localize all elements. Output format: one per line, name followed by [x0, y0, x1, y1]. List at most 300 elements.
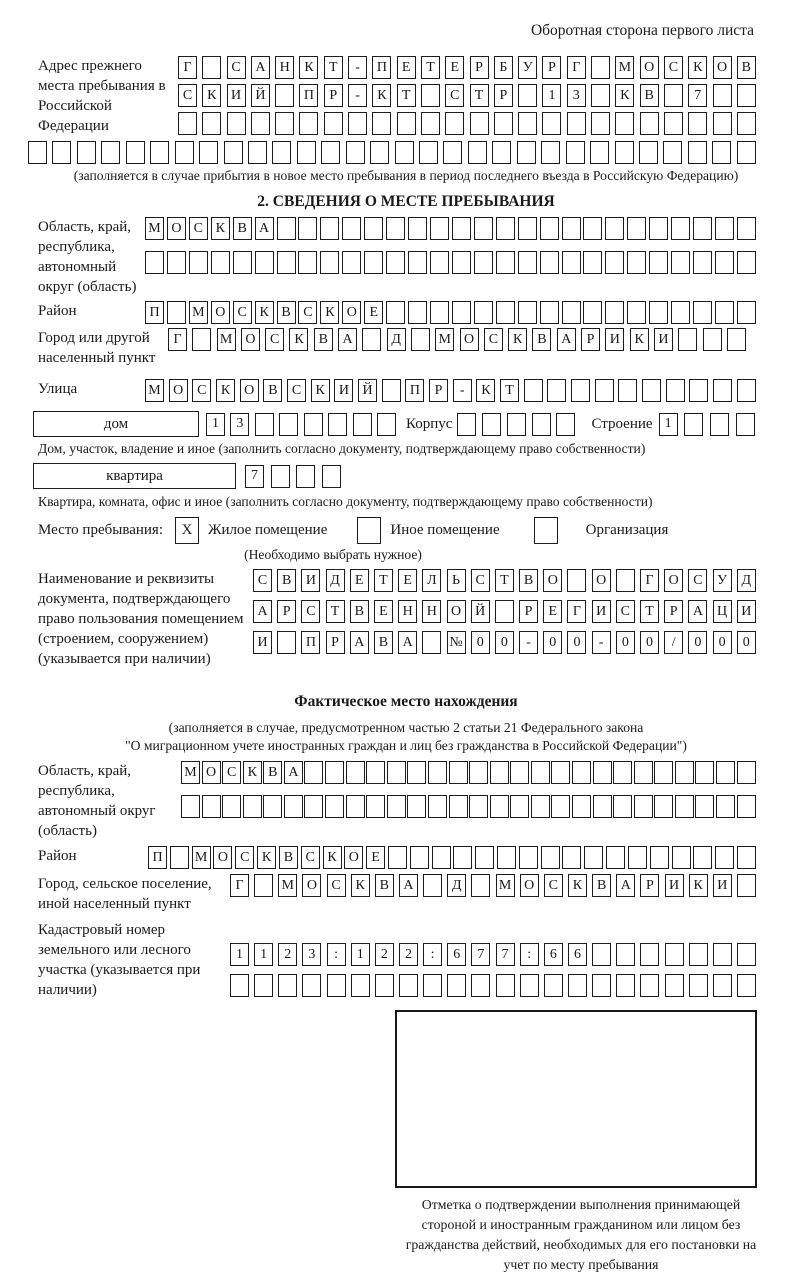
char-box[interactable] — [713, 943, 732, 966]
char-box[interactable] — [325, 795, 344, 818]
char-box[interactable] — [494, 112, 513, 135]
char-box[interactable] — [737, 84, 756, 107]
char-box[interactable]: К — [615, 84, 634, 107]
char-box[interactable] — [572, 761, 591, 784]
char-box[interactable]: К — [299, 56, 318, 79]
char-box[interactable]: И — [334, 379, 353, 402]
char-box[interactable] — [421, 112, 440, 135]
char-box[interactable] — [606, 846, 625, 869]
char-box[interactable]: С — [301, 600, 320, 623]
char-box[interactable] — [605, 217, 624, 240]
char-box[interactable] — [566, 141, 585, 164]
char-box[interactable] — [408, 301, 427, 324]
char-box[interactable]: Р — [519, 600, 538, 623]
char-box[interactable]: : — [423, 943, 442, 966]
char-box[interactable]: 3 — [230, 413, 249, 436]
char-box[interactable] — [189, 251, 208, 274]
char-box[interactable] — [567, 569, 586, 592]
char-box[interactable] — [510, 761, 529, 784]
char-box[interactable] — [562, 301, 581, 324]
char-box[interactable]: К — [323, 846, 342, 869]
char-box[interactable] — [664, 112, 683, 135]
char-box[interactable]: А — [253, 600, 272, 623]
char-box[interactable]: Т — [495, 569, 514, 592]
char-box[interactable] — [428, 795, 447, 818]
char-box[interactable]: 2 — [375, 943, 394, 966]
char-box[interactable] — [551, 795, 570, 818]
char-box[interactable]: Е — [398, 569, 417, 592]
char-box[interactable]: Г — [168, 328, 187, 351]
char-box[interactable]: В — [640, 84, 659, 107]
char-box[interactable]: В — [277, 569, 296, 592]
char-box[interactable]: К — [211, 217, 230, 240]
char-box[interactable]: К — [216, 379, 235, 402]
char-box[interactable] — [255, 413, 274, 436]
char-box[interactable] — [320, 251, 339, 274]
char-box[interactable]: С — [189, 217, 208, 240]
char-box[interactable] — [430, 217, 449, 240]
char-box[interactable]: Р — [640, 874, 659, 897]
char-box[interactable] — [544, 974, 563, 997]
char-box[interactable] — [639, 141, 658, 164]
char-box[interactable] — [474, 251, 493, 274]
char-box[interactable]: М — [145, 217, 164, 240]
char-box[interactable] — [531, 795, 550, 818]
char-box[interactable] — [737, 795, 756, 818]
char-box[interactable] — [375, 974, 394, 997]
char-box[interactable]: С — [664, 56, 683, 79]
char-box[interactable]: О — [342, 301, 361, 324]
char-box[interactable]: И — [713, 874, 732, 897]
char-box[interactable] — [468, 141, 487, 164]
char-box[interactable] — [519, 846, 538, 869]
char-box[interactable]: Т — [374, 569, 393, 592]
char-box[interactable]: Д — [447, 874, 466, 897]
char-box[interactable] — [199, 141, 218, 164]
char-box[interactable] — [272, 141, 291, 164]
char-box[interactable]: С — [222, 761, 241, 784]
char-box[interactable]: Е — [397, 56, 416, 79]
char-box[interactable]: О — [520, 874, 539, 897]
char-box[interactable]: Д — [387, 328, 406, 351]
char-box[interactable] — [445, 112, 464, 135]
char-box[interactable]: О — [664, 569, 683, 592]
char-box[interactable]: В — [350, 600, 369, 623]
char-box[interactable] — [271, 465, 290, 488]
char-box[interactable]: С — [327, 874, 346, 897]
char-box[interactable] — [230, 974, 249, 997]
char-box[interactable] — [423, 974, 442, 997]
char-box[interactable] — [227, 112, 246, 135]
char-box[interactable]: О — [543, 569, 562, 592]
char-box[interactable] — [386, 301, 405, 324]
char-box[interactable]: В — [592, 874, 611, 897]
char-box[interactable]: Р — [324, 84, 343, 107]
char-box[interactable]: В — [263, 761, 282, 784]
char-box[interactable]: К — [508, 328, 527, 351]
char-box[interactable]: Р — [470, 56, 489, 79]
char-box[interactable]: Й — [251, 84, 270, 107]
char-box[interactable] — [615, 141, 634, 164]
char-box[interactable]: 6 — [447, 943, 466, 966]
char-box[interactable] — [388, 846, 407, 869]
char-box[interactable] — [342, 251, 361, 274]
char-box[interactable] — [328, 413, 347, 436]
char-box[interactable] — [518, 84, 537, 107]
char-box[interactable] — [278, 974, 297, 997]
char-box[interactable]: П — [301, 631, 320, 654]
char-box[interactable] — [689, 379, 708, 402]
char-box[interactable] — [713, 84, 732, 107]
char-box[interactable]: Е — [364, 301, 383, 324]
char-box[interactable]: Т — [470, 84, 489, 107]
char-box[interactable] — [224, 141, 243, 164]
char-box[interactable] — [634, 795, 653, 818]
char-box[interactable]: 0 — [616, 631, 635, 654]
char-box[interactable] — [695, 761, 714, 784]
char-box[interactable] — [737, 846, 756, 869]
char-box[interactable]: А — [557, 328, 576, 351]
char-box[interactable]: М — [278, 874, 297, 897]
char-box[interactable] — [591, 112, 610, 135]
char-box[interactable] — [591, 56, 610, 79]
char-box[interactable]: С — [471, 569, 490, 592]
char-box[interactable] — [275, 84, 294, 107]
char-box[interactable] — [616, 943, 635, 966]
char-box[interactable] — [469, 795, 488, 818]
char-box[interactable]: А — [616, 874, 635, 897]
char-box[interactable] — [688, 112, 707, 135]
char-box[interactable] — [495, 600, 514, 623]
char-box[interactable]: О — [241, 328, 260, 351]
char-box[interactable] — [411, 328, 430, 351]
char-box[interactable]: 1 — [254, 943, 273, 966]
char-box[interactable] — [737, 141, 756, 164]
char-box[interactable]: И — [301, 569, 320, 592]
char-box[interactable]: С — [253, 569, 272, 592]
char-box[interactable] — [296, 465, 315, 488]
char-box[interactable] — [370, 141, 389, 164]
char-box[interactable] — [627, 251, 646, 274]
char-box[interactable] — [671, 251, 690, 274]
char-box[interactable]: О — [211, 301, 230, 324]
char-box[interactable]: - — [348, 56, 367, 79]
char-box[interactable] — [736, 413, 755, 436]
char-box[interactable] — [703, 328, 722, 351]
char-box[interactable]: Е — [350, 569, 369, 592]
char-box[interactable]: А — [251, 56, 270, 79]
char-box[interactable]: С — [287, 379, 306, 402]
char-box[interactable]: У — [713, 569, 732, 592]
char-box[interactable] — [470, 112, 489, 135]
char-box[interactable] — [178, 112, 197, 135]
char-box[interactable] — [298, 217, 317, 240]
char-box[interactable] — [496, 251, 515, 274]
char-box[interactable]: В — [532, 328, 551, 351]
char-box[interactable]: А — [398, 631, 417, 654]
char-box[interactable]: М — [615, 56, 634, 79]
char-box[interactable] — [304, 761, 323, 784]
char-box[interactable] — [649, 217, 668, 240]
char-box[interactable] — [407, 761, 426, 784]
char-box[interactable] — [592, 943, 611, 966]
char-box[interactable]: О — [592, 569, 611, 592]
char-box[interactable] — [568, 974, 587, 997]
char-box[interactable] — [452, 217, 471, 240]
char-box[interactable]: Т — [326, 600, 345, 623]
char-box[interactable] — [321, 141, 340, 164]
char-box[interactable]: Г — [567, 56, 586, 79]
char-box[interactable]: М — [496, 874, 515, 897]
char-box[interactable] — [357, 517, 381, 544]
char-box[interactable]: А — [255, 217, 274, 240]
char-box[interactable]: 0 — [471, 631, 490, 654]
char-box[interactable]: 0 — [688, 631, 707, 654]
char-box[interactable] — [346, 141, 365, 164]
char-box[interactable]: 1 — [542, 84, 561, 107]
char-box[interactable]: Д — [737, 569, 756, 592]
char-box[interactable]: Р — [542, 56, 561, 79]
char-box[interactable] — [710, 413, 729, 436]
char-box[interactable] — [727, 328, 746, 351]
char-box[interactable] — [534, 517, 558, 544]
char-box[interactable] — [428, 761, 447, 784]
char-box[interactable] — [386, 251, 405, 274]
char-box[interactable] — [507, 413, 526, 436]
char-box[interactable] — [520, 974, 539, 997]
char-box[interactable] — [387, 795, 406, 818]
char-box[interactable]: 6 — [544, 943, 563, 966]
char-box[interactable] — [542, 112, 561, 135]
char-box[interactable]: Г — [178, 56, 197, 79]
char-box[interactable]: К — [476, 379, 495, 402]
char-box[interactable] — [640, 112, 659, 135]
char-box[interactable] — [737, 251, 756, 274]
char-box[interactable]: О — [447, 600, 466, 623]
char-box[interactable] — [627, 301, 646, 324]
char-box[interactable] — [532, 413, 551, 436]
char-box[interactable]: Т — [640, 600, 659, 623]
char-box[interactable]: С — [235, 846, 254, 869]
char-box[interactable] — [202, 112, 221, 135]
char-box[interactable] — [145, 251, 164, 274]
char-box[interactable] — [302, 974, 321, 997]
char-box[interactable] — [684, 413, 703, 436]
char-box[interactable]: 2 — [399, 943, 418, 966]
char-box[interactable]: № — [447, 631, 466, 654]
char-box[interactable] — [277, 631, 296, 654]
char-box[interactable] — [298, 251, 317, 274]
char-box[interactable] — [254, 974, 273, 997]
char-box[interactable]: Т — [500, 379, 519, 402]
char-box[interactable]: В — [374, 631, 393, 654]
char-box[interactable] — [475, 846, 494, 869]
char-box[interactable] — [640, 943, 659, 966]
char-box[interactable] — [297, 141, 316, 164]
char-box[interactable] — [531, 761, 550, 784]
char-box[interactable]: Т — [397, 84, 416, 107]
char-box[interactable]: К — [289, 328, 308, 351]
char-box[interactable]: С — [298, 301, 317, 324]
char-box[interactable]: 0 — [737, 631, 756, 654]
char-box[interactable] — [351, 974, 370, 997]
char-box[interactable] — [540, 301, 559, 324]
char-box[interactable] — [397, 112, 416, 135]
char-box[interactable]: Й — [358, 379, 377, 402]
char-box[interactable] — [634, 761, 653, 784]
char-box[interactable] — [693, 217, 712, 240]
char-box[interactable] — [583, 217, 602, 240]
char-box[interactable] — [399, 974, 418, 997]
char-box[interactable]: Ь — [447, 569, 466, 592]
char-box[interactable]: 6 — [568, 943, 587, 966]
char-box[interactable] — [640, 974, 659, 997]
char-box[interactable]: X — [175, 517, 199, 544]
char-box[interactable]: Р — [581, 328, 600, 351]
char-box[interactable]: П — [299, 84, 318, 107]
char-box[interactable]: К — [311, 379, 330, 402]
char-box[interactable] — [562, 251, 581, 274]
char-box[interactable] — [737, 379, 756, 402]
char-box[interactable]: С — [616, 600, 635, 623]
char-box[interactable] — [167, 251, 186, 274]
char-box[interactable]: В — [737, 56, 756, 79]
char-box[interactable]: К — [320, 301, 339, 324]
char-box[interactable] — [671, 301, 690, 324]
char-box[interactable]: В — [314, 328, 333, 351]
char-box[interactable] — [695, 795, 714, 818]
char-box[interactable] — [595, 379, 614, 402]
char-box[interactable] — [346, 795, 365, 818]
char-box[interactable]: Н — [422, 600, 441, 623]
char-box[interactable] — [666, 379, 685, 402]
char-box[interactable] — [671, 217, 690, 240]
char-box[interactable] — [28, 141, 47, 164]
char-box[interactable]: С — [265, 328, 284, 351]
char-box[interactable] — [605, 301, 624, 324]
char-box[interactable]: С — [544, 874, 563, 897]
char-box[interactable]: С — [688, 569, 707, 592]
char-box[interactable]: Д — [326, 569, 345, 592]
char-box[interactable] — [254, 874, 273, 897]
char-box[interactable] — [263, 795, 282, 818]
char-box[interactable] — [737, 974, 756, 997]
char-box[interactable] — [615, 112, 634, 135]
char-box[interactable] — [275, 112, 294, 135]
char-box[interactable]: В — [279, 846, 298, 869]
char-box[interactable] — [712, 141, 731, 164]
char-box[interactable] — [540, 217, 559, 240]
char-box[interactable] — [372, 112, 391, 135]
char-box[interactable]: - — [453, 379, 472, 402]
char-box[interactable]: В — [277, 301, 296, 324]
char-box[interactable] — [713, 112, 732, 135]
char-box[interactable] — [202, 56, 221, 79]
char-box[interactable] — [592, 974, 611, 997]
char-box[interactable]: 0 — [543, 631, 562, 654]
char-box[interactable]: В — [519, 569, 538, 592]
char-box[interactable]: 3 — [567, 84, 586, 107]
char-box[interactable]: А — [284, 761, 303, 784]
char-box[interactable]: В — [263, 379, 282, 402]
char-box[interactable] — [325, 761, 344, 784]
checkbox-zhiloe[interactable] — [175, 517, 199, 544]
char-box[interactable] — [353, 413, 372, 436]
char-box[interactable]: К — [351, 874, 370, 897]
char-box[interactable] — [590, 141, 609, 164]
char-box[interactable]: М — [145, 379, 164, 402]
char-box[interactable] — [255, 251, 274, 274]
char-box[interactable] — [693, 846, 712, 869]
char-box[interactable]: Р — [429, 379, 448, 402]
char-box[interactable]: И — [665, 874, 684, 897]
char-box[interactable] — [320, 217, 339, 240]
char-box[interactable] — [324, 112, 343, 135]
char-box[interactable] — [366, 795, 385, 818]
char-box[interactable] — [150, 141, 169, 164]
char-box[interactable] — [618, 379, 637, 402]
char-box[interactable]: : — [520, 943, 539, 966]
char-box[interactable]: 7 — [688, 84, 707, 107]
char-box[interactable] — [518, 251, 537, 274]
char-box[interactable] — [715, 251, 734, 274]
char-box[interactable] — [299, 112, 318, 135]
char-box[interactable]: 3 — [302, 943, 321, 966]
char-box[interactable] — [627, 217, 646, 240]
char-box[interactable] — [713, 974, 732, 997]
char-box[interactable]: Г — [230, 874, 249, 897]
char-box[interactable]: О — [640, 56, 659, 79]
char-box[interactable]: С — [233, 301, 252, 324]
char-box[interactable]: И — [654, 328, 673, 351]
char-box[interactable] — [693, 251, 712, 274]
char-box[interactable] — [422, 631, 441, 654]
char-box[interactable]: К — [630, 328, 649, 351]
char-box[interactable] — [650, 846, 669, 869]
char-box[interactable] — [170, 846, 189, 869]
char-box[interactable]: А — [688, 600, 707, 623]
char-box[interactable] — [346, 761, 365, 784]
char-box[interactable]: Т — [421, 56, 440, 79]
char-box[interactable] — [449, 761, 468, 784]
char-box[interactable] — [474, 217, 493, 240]
char-box[interactable] — [471, 974, 490, 997]
char-box[interactable] — [410, 846, 429, 869]
char-box[interactable] — [101, 141, 120, 164]
char-box[interactable] — [279, 413, 298, 436]
char-box[interactable]: Е — [445, 56, 464, 79]
char-box[interactable]: 7 — [245, 465, 264, 488]
char-box[interactable] — [181, 795, 200, 818]
char-box[interactable]: К — [202, 84, 221, 107]
char-box[interactable]: О — [344, 846, 363, 869]
char-box[interactable] — [628, 846, 647, 869]
char-box[interactable] — [737, 301, 756, 324]
char-box[interactable]: 1 — [230, 943, 249, 966]
char-box[interactable] — [562, 217, 581, 240]
char-box[interactable] — [571, 379, 590, 402]
char-box[interactable] — [672, 846, 691, 869]
char-box[interactable] — [452, 301, 471, 324]
char-box[interactable] — [518, 217, 537, 240]
char-box[interactable]: Н — [275, 56, 294, 79]
char-box[interactable]: 1 — [206, 413, 225, 436]
char-box[interactable]: К — [688, 56, 707, 79]
char-box[interactable]: Е — [366, 846, 385, 869]
char-box[interactable] — [737, 761, 756, 784]
char-box[interactable] — [490, 761, 509, 784]
char-box[interactable]: К — [255, 301, 274, 324]
